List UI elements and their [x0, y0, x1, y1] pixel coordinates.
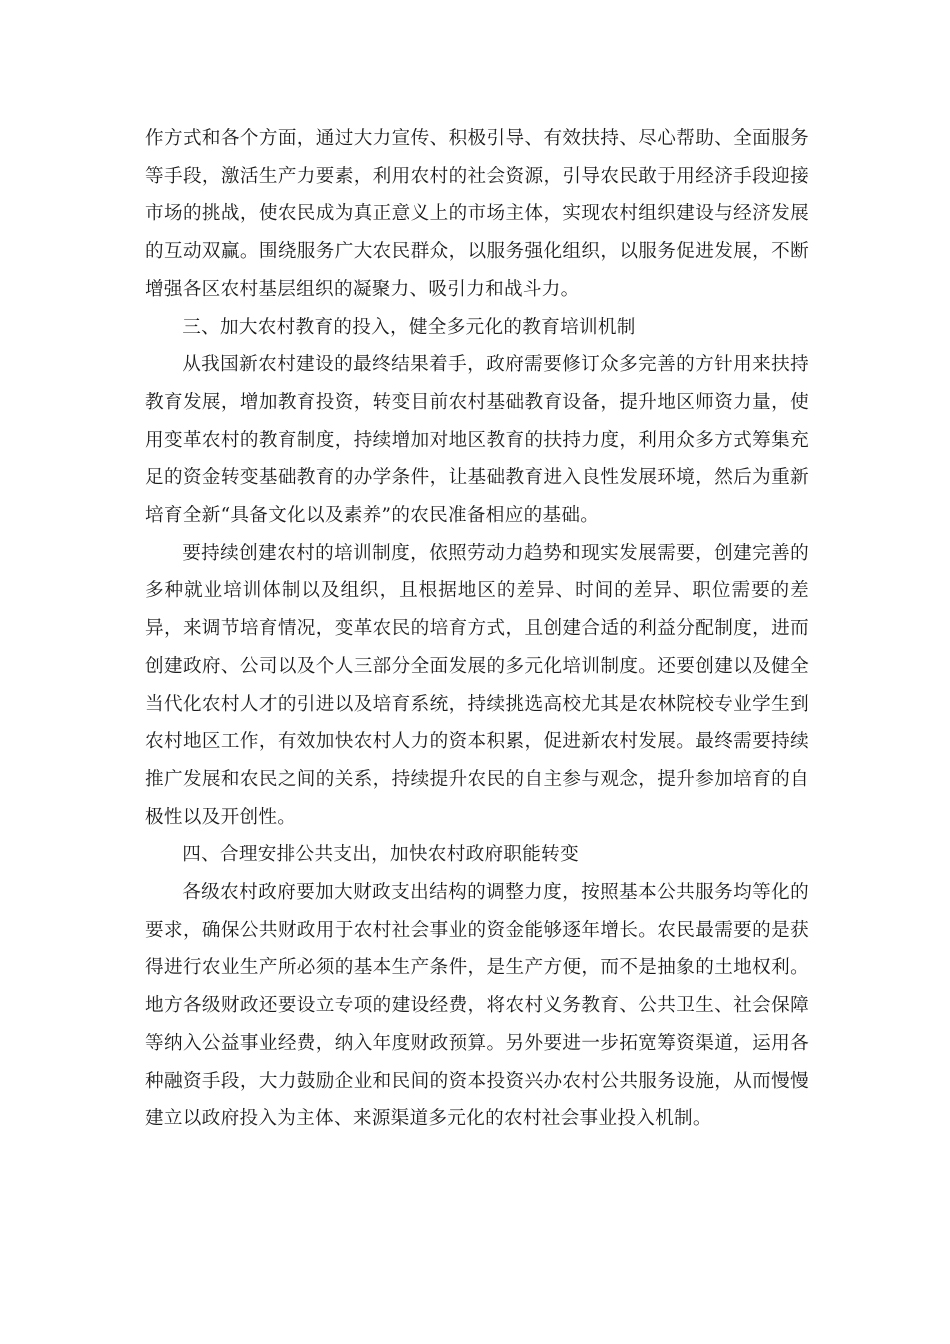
paragraph-public-expenditure: 各级农村政府要加大财政支出结构的调整力度，按照基本公共服务均等化的要求，确保公共财政用于农村社会事业的资金能够逐年增长。农民最需要的是获得进行农业生产所必须的基本生产条件，是生产方便，而不是抽象的土地权利。地方各级财政还要设立专项的建设经费，将农村义务教育、公共卫生、社会保障等纳入公益事业经费，纳入年度财政预算。另外要进一步拓宽筹资渠道，运用各种融资手段，大力鼓励企业和民间的资本投资兴办农村公共服务设施，从而慢慢建立以政府投入为主体、来源渠道多元化的农村社会事业投入机制。 — [145, 882, 809, 1130]
document-body — [145, 120, 809, 1138]
section-heading-four: 四、合理安排公共支出，加快农村政府职能转变 — [182, 844, 579, 866]
section-heading-three: 三、加大农村教育的投入，健全多元化的教育培训机制 — [182, 316, 636, 338]
paragraph-continued: 作方式和各个方面，通过大力宣传、积极引导、有效扶持、尽心帮助、全面服务等手段，激活生产力要素，利用农村的社会资源，引导农民敢于用经济手段迎接市场的挑战，使农民成为真正意义上的市场主体，实现农村组织建设与经济发展的互动双赢。围绕服务广大农民群众，以服务强化组织，以服务促进发展，不断增强各区农村基层组织的凝聚力、吸引力和战斗力。 — [145, 128, 809, 300]
paragraph-education-investment: 从我国新农村建设的最终结果着手，政府需要修订众多完善的方针用来扶持教育发展，增加教育投资，转变目前农村基础教育设备，提升地区师资力量，使用变革农村的教育制度，持续增加对地区教育的扶持力度，利用众多方式筹集充足的资金转变基础教育的办学条件，让基础教育进入良性发展环境，然后为重新培育全新“具备文化以及素养”的农民准备相应的基础。 — [145, 354, 809, 527]
paragraph-training-system: 要持续创建农村的培训制度，依照劳动力趋势和现实发展需要，创建完善的多种就业培训体制以及组织，且根据地区的差异、时间的差异、职位需要的差异，来调节培育情况，变革农民的培育方式，且创建合适的利益分配制度，进而创建政府、公司以及个人三部分全面发展的多元化培训制度。还要创建以及健全当代化农村人才的引进以及培育系统，持续挑选高校尤其是农林院校专业学生到农村地区工作，有效加快农村人力的资本积累，促进新农村发展。最终需要持续推广发展和农民之间的关系，持续提升农民的自主参与观念，提升参加培育的自极性以及开创性。 — [145, 542, 809, 828]
